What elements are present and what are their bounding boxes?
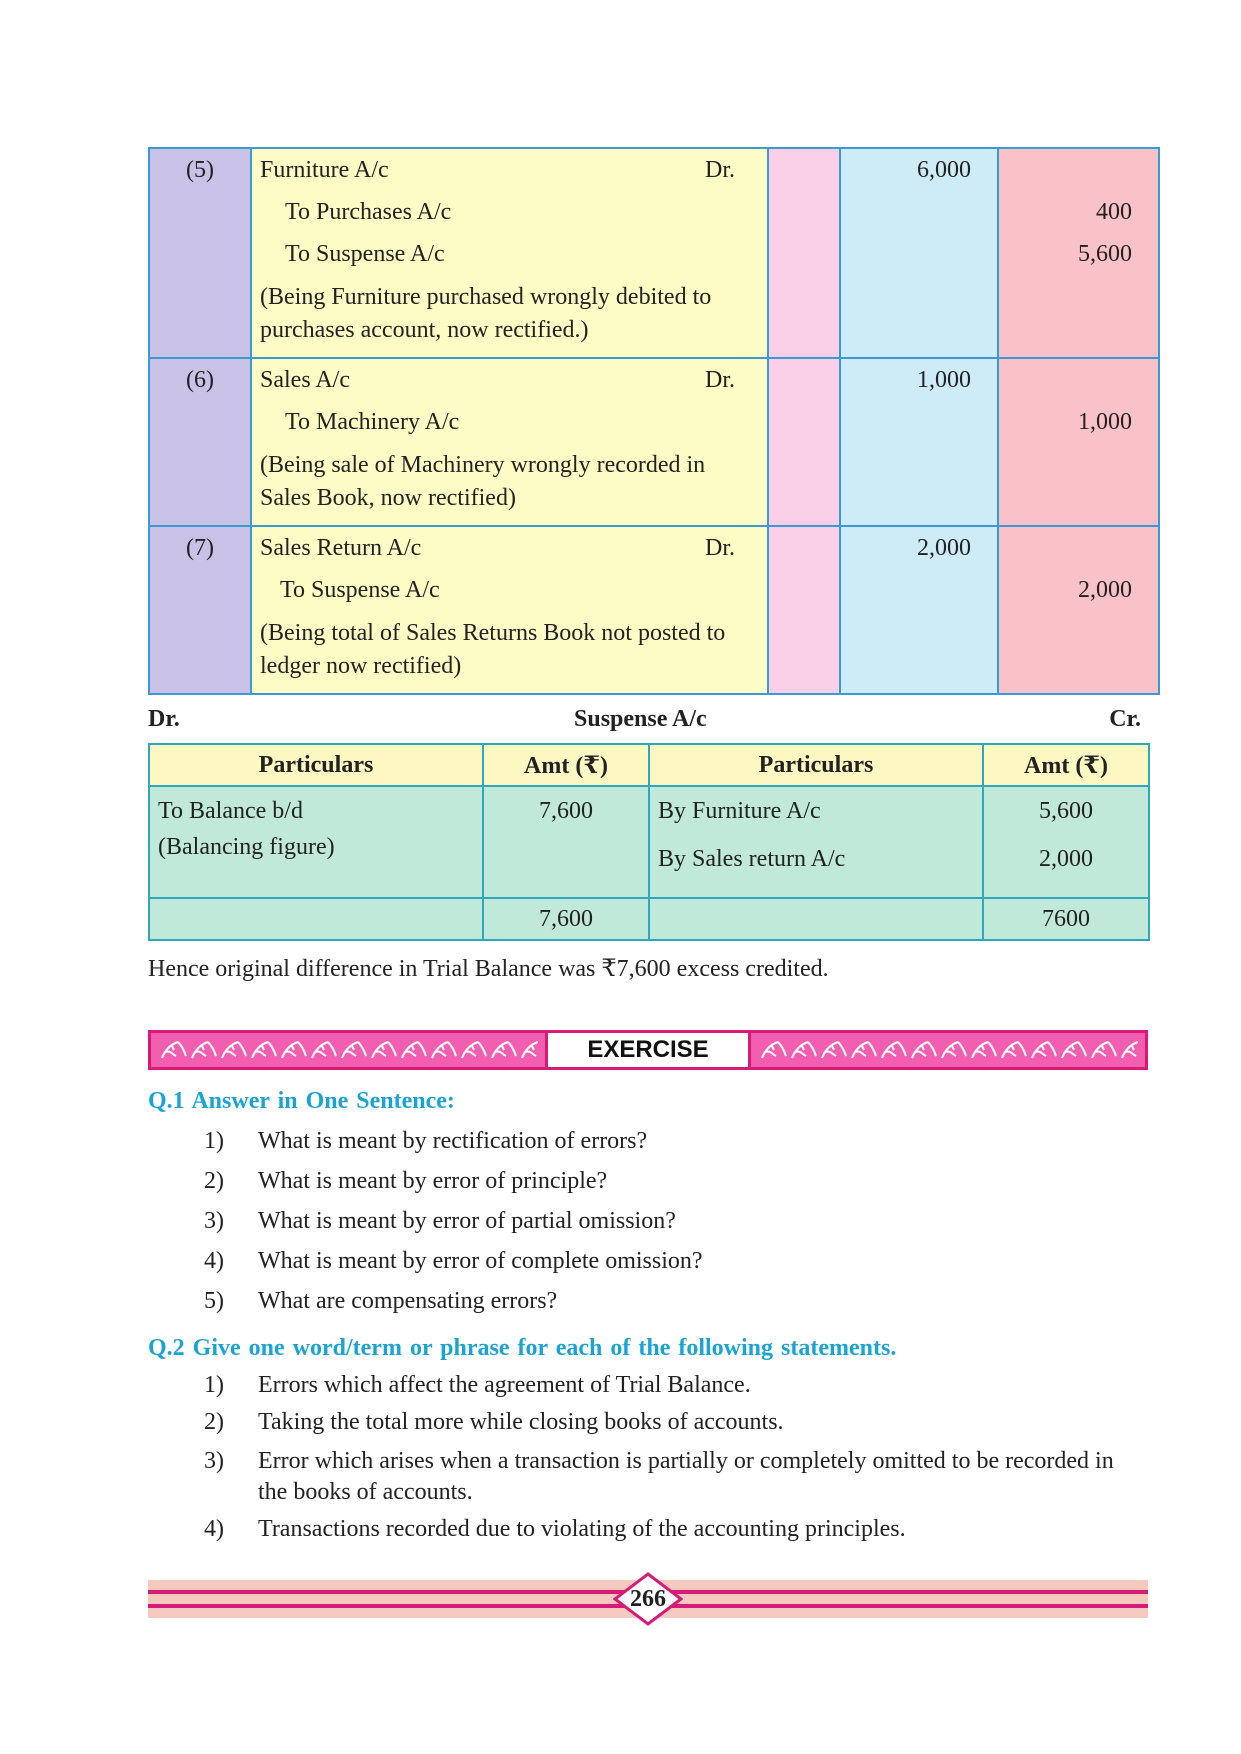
- credit-amount: 2,000: [1078, 577, 1132, 603]
- list-item: 1) Errors which affect the agreement of Trial Balance.: [204, 1372, 751, 1398]
- list-item: 3) What is meant by error of partial omission?: [204, 1208, 676, 1234]
- list-item: 5) What are compensating errors?: [204, 1288, 558, 1314]
- debit-account: Sales Return A/c: [260, 535, 422, 561]
- debit-amount: 1,000: [917, 367, 971, 393]
- lf-cell: [768, 358, 840, 526]
- q1-list: [148, 1128, 1148, 1328]
- list-item: 3) Error which arises when a transaction is partially or completely omitted to be recorded in the books of accounts.: [204, 1448, 1114, 1505]
- entry-number: (7): [186, 535, 214, 561]
- ledger-cr-item: By Sales return A/c: [658, 846, 846, 872]
- ledger-dr-item: (Balancing figure): [158, 834, 335, 860]
- list-item: 2) What is meant by error of principle?: [204, 1168, 608, 1194]
- column-header: Amt (₹): [483, 744, 649, 786]
- journal-entry: [149, 358, 1159, 526]
- ledger-cr-amount: 5,600: [1039, 798, 1093, 824]
- list-item: 4) What is meant by error of complete omission?: [204, 1248, 703, 1274]
- column-header: Particulars: [649, 744, 983, 786]
- ledger-dr-item: To Balance b/d: [158, 798, 303, 824]
- journal-entry: [149, 526, 1159, 694]
- narration: (Being Furniture purchased wrongly debited to purchases account, now rectified.): [260, 284, 712, 343]
- list-item: 2) Taking the total more while closing books of accounts.: [204, 1409, 784, 1435]
- dr-label: Dr.: [705, 157, 735, 183]
- credit-account: To Suspense A/c: [285, 241, 445, 267]
- debit-account: Sales A/c: [260, 367, 350, 393]
- page-number: 266: [630, 1586, 666, 1612]
- exercise-banner: [148, 1030, 1148, 1070]
- dr-label: Dr.: [705, 367, 735, 393]
- dr-heading: Dr.: [148, 706, 180, 732]
- ledger-header-row: [149, 744, 1149, 786]
- lf-cell: [768, 526, 840, 694]
- list-item: 1) What is meant by rectification of errors?: [204, 1128, 648, 1154]
- dr-label: Dr.: [705, 535, 735, 561]
- conclusion-text: Hence original difference in Trial Balance was ₹7,600 excess credited.: [148, 956, 829, 982]
- entry-number: (5): [186, 157, 214, 183]
- lf-cell: [768, 148, 840, 358]
- floral-border-icon: [751, 1033, 1145, 1067]
- floral-border-icon: [151, 1033, 545, 1067]
- credit-amount: 400: [1096, 199, 1132, 225]
- debit-account: Furniture A/c: [260, 157, 389, 183]
- debit-amount: 2,000: [917, 535, 971, 561]
- narration: (Being sale of Machinery wrongly recorded in Sales Book, now rectified): [260, 452, 706, 511]
- ledger-cr-total: 7600: [983, 898, 1149, 940]
- column-header: Amt (₹): [983, 744, 1149, 786]
- suspense-heading: [148, 706, 1141, 738]
- ledger-row: [149, 786, 1149, 898]
- ledger-cr-amount: 2,000: [1039, 846, 1093, 872]
- credit-amount: 5,600: [1078, 241, 1132, 267]
- journal-table: [148, 147, 1160, 695]
- q2-title: Q.2 Give one word/term or phrase for each of the following statements.: [148, 1335, 897, 1361]
- journal-entry: [149, 148, 1159, 358]
- q2-list: [148, 1372, 1148, 1553]
- entry-number: (6): [186, 367, 214, 393]
- list-item: 4) Transactions recorded due to violating of the accounting principles.: [204, 1516, 906, 1542]
- cr-heading: Cr.: [1109, 706, 1141, 732]
- column-header: Particulars: [149, 744, 483, 786]
- account-title: Suspense A/c: [574, 706, 707, 732]
- page-footer: [148, 1580, 1148, 1618]
- credit-account: To Purchases A/c: [285, 199, 452, 225]
- credit-account: To Machinery A/c: [285, 409, 460, 435]
- narration: (Being total of Sales Returns Book not posted to ledger now rectified): [260, 620, 726, 679]
- credit-account: To Suspense A/c: [280, 577, 440, 603]
- ledger-dr-total: 7,600: [483, 898, 649, 940]
- ledger-dr-amount: 7,600: [539, 798, 593, 824]
- credit-amount: 1,000: [1078, 409, 1132, 435]
- suspense-ledger-table: [148, 743, 1150, 941]
- exercise-title: EXERCISE: [545, 1033, 751, 1067]
- ledger-cr-item: By Furniture A/c: [658, 798, 821, 824]
- debit-amount: 6,000: [917, 157, 971, 183]
- ledger-total-row: [149, 898, 1149, 940]
- q1-title: Q.1 Answer in One Sentence:: [148, 1088, 455, 1114]
